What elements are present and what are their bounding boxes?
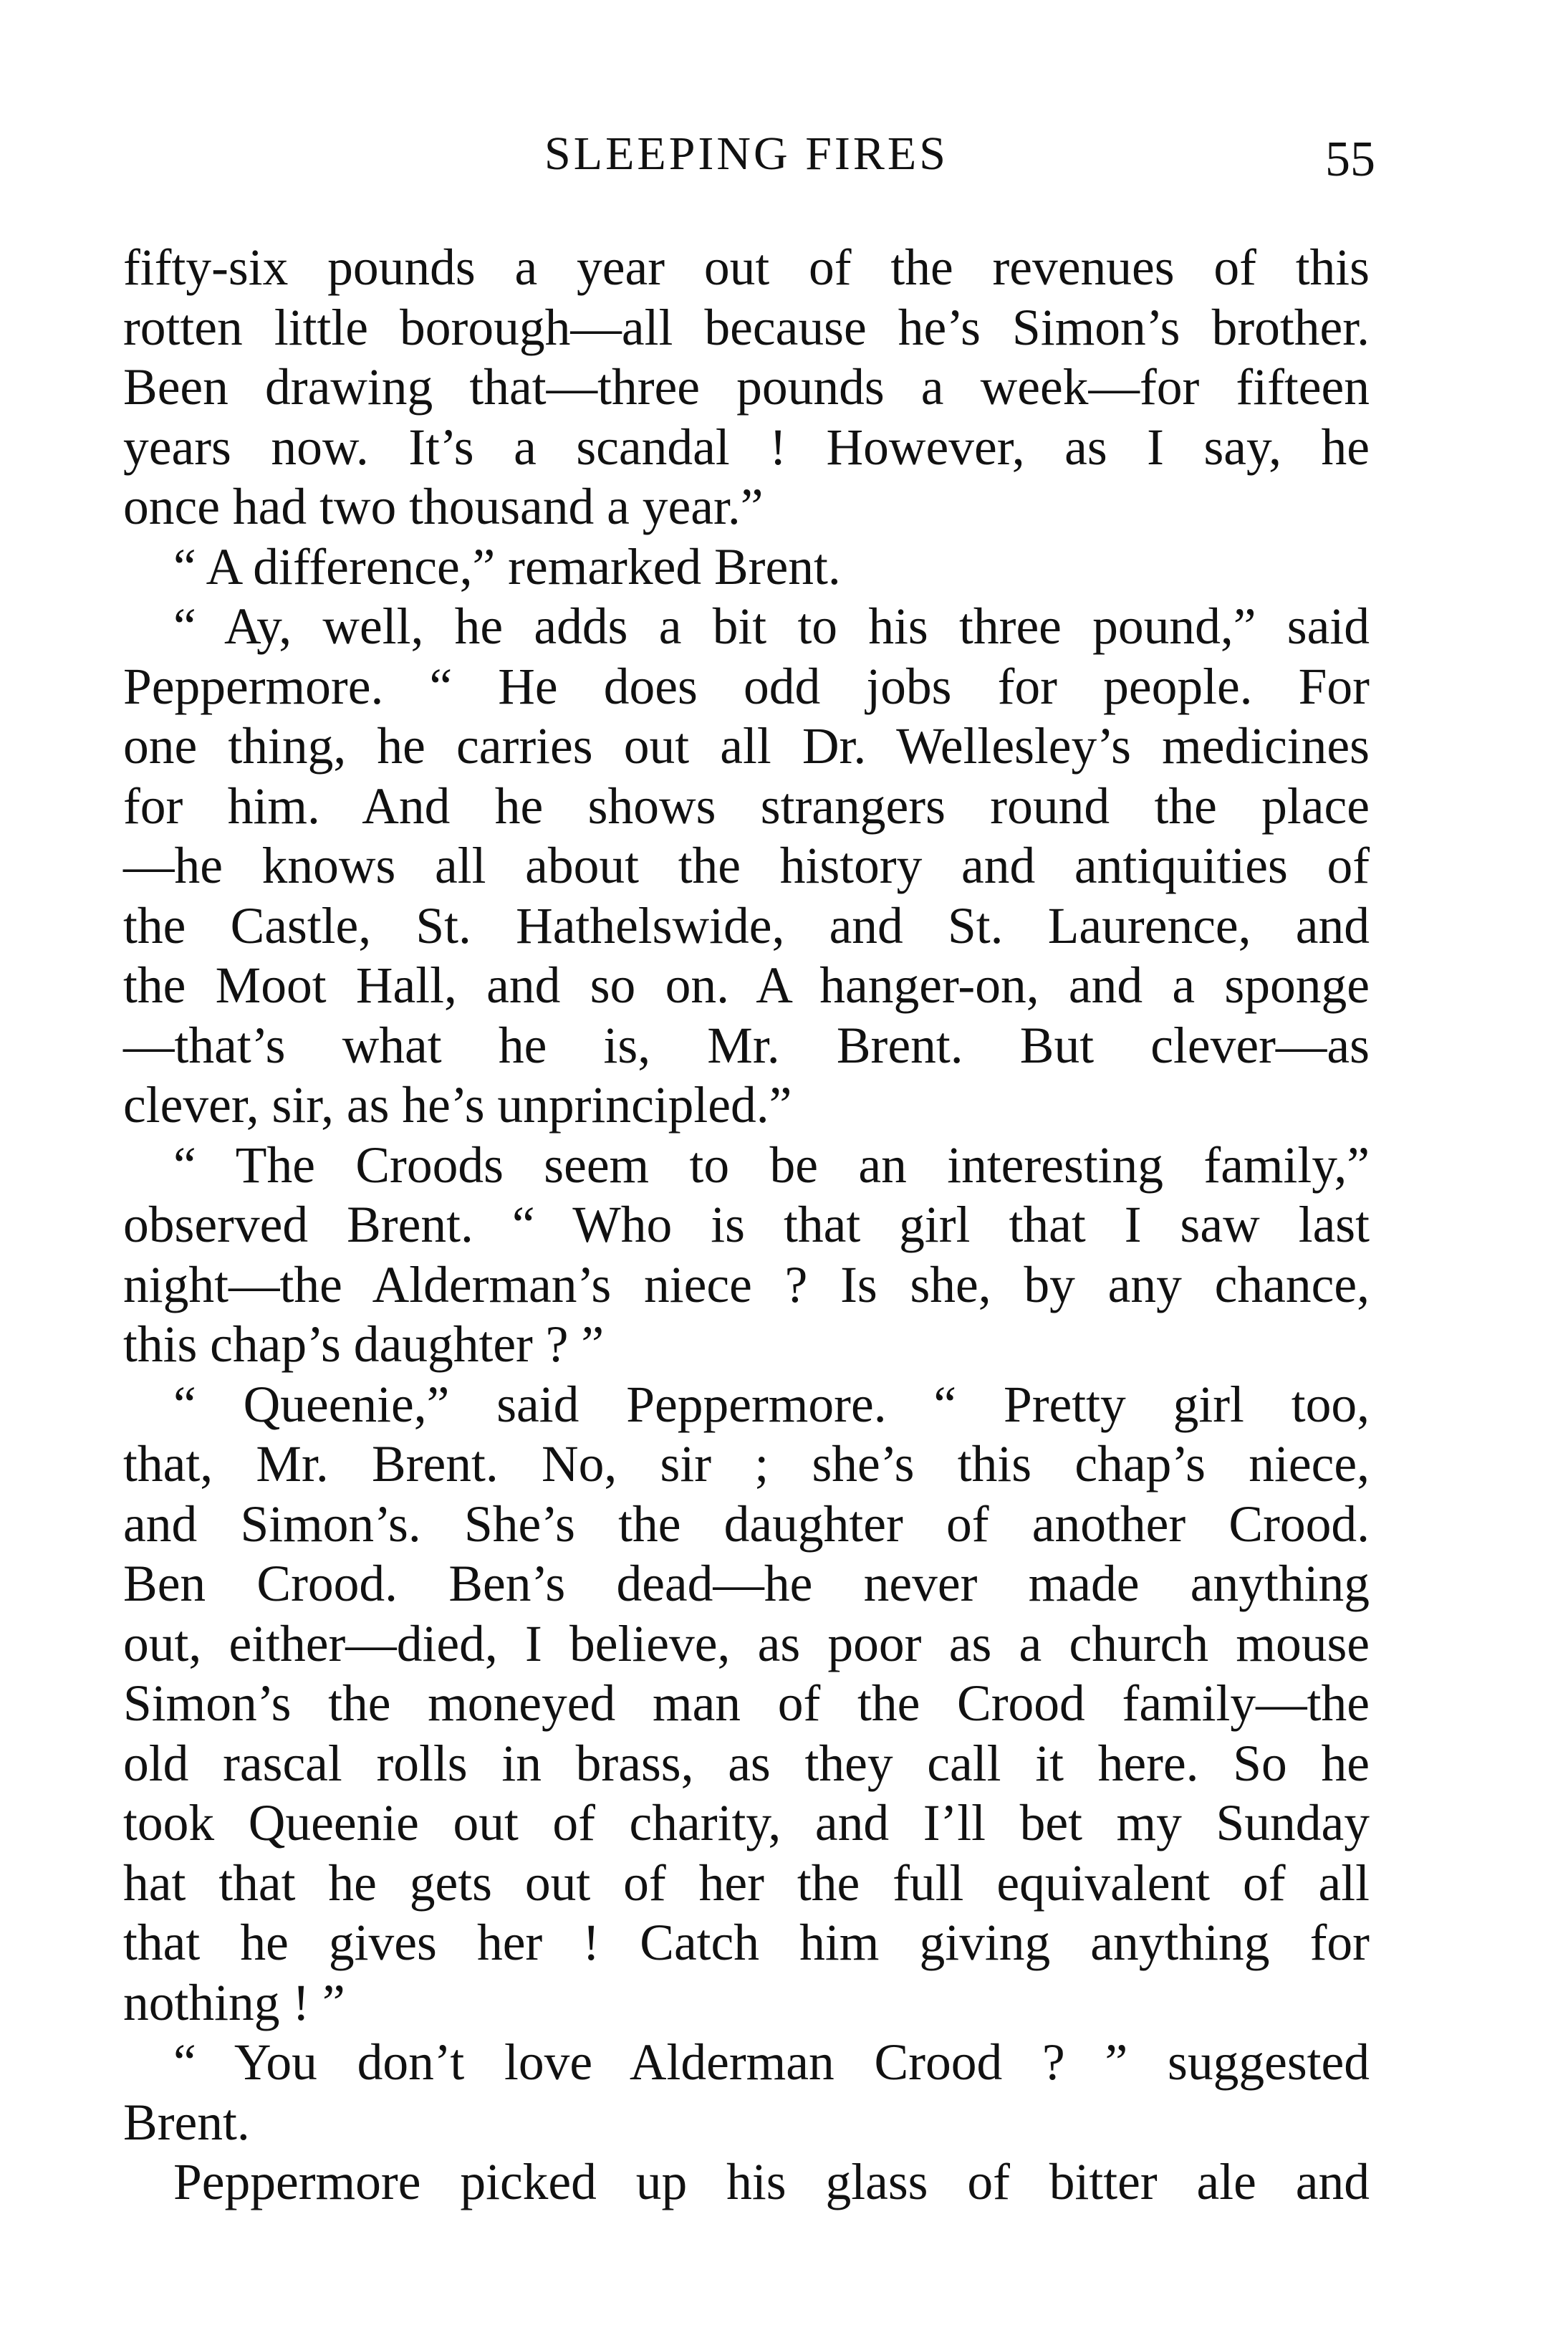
text-line: that, Mr. Brent. No, sir ; she’s this chap’s niece, [123,1436,1370,1492]
text-line: took Queenie out of charity, and I’ll bet my Sunday [123,1795,1370,1851]
text-line: out, either—died, I believe, as poor as a church mouse [123,1615,1370,1672]
text-line: night—the Alderman’s niece ? Is she, by any chance, [123,1256,1370,1313]
text-line: Simon’s the moneyed man of the Crood family—the [123,1675,1370,1732]
text-line: hat that he gets out of her the full equivalent of all [123,1854,1370,1912]
text-line: —that’s what he is, Mr. Brent. But clever—as [123,1017,1370,1074]
text-line: one thing, he carries out all Dr. Wellesley’s medicines [123,718,1370,775]
text-line: nothing ! ” [123,1974,345,2031]
text-line: and Simon’s. She’s the daughter of another Crood. [123,1495,1370,1553]
running-title: SLEEPING FIRES [544,128,948,180]
text-line: “ You don’t love Alderman Crood ? ” suggested [173,2034,1370,2091]
text-line: the Moot Hall, and so on. A hanger-on, and a sponge [123,957,1370,1014]
text-line: for him. And he shows strangers round the place [123,777,1370,835]
text-line: Been drawing that—three pounds a week—for fifteen [123,359,1370,416]
text-line: rotten little borough—all because he’s Simon’s brother. [123,299,1370,356]
text-line: years now. It’s a scandal ! However, as I say, he [123,418,1370,476]
text-line: observed Brent. “ Who is that girl that I saw last [123,1197,1370,1253]
text-line: Peppermore picked up his glass of bitter ale and [173,2154,1370,2210]
text-line: clever, sir, as he’s unprincipled.” [123,1077,792,1134]
text-line: “ Queenie,” said Peppermore. “ Pretty girl too, [173,1376,1370,1433]
text-line: once had two thousand a year.” [123,479,764,535]
text-line: “ A difference,” remarked Brent. [173,538,841,595]
text-line: fifty-six pounds a year out of the revenues of this [123,239,1370,296]
body-text [123,238,1370,2213]
page-number: 55 [1325,132,1375,187]
text-line: —he knows all about the history and antiquities of [123,838,1370,894]
text-line: Brent. [123,2094,250,2151]
text-line: this chap’s daughter ? ” [123,1316,605,1373]
text-line: “ The Croods seem to be an interesting family,” [173,1136,1370,1194]
text-line: the Castle, St. Hathelswide, and St. Laurence, and [123,897,1370,954]
text-line: “ Ay, well, he adds a bit to his three pound,” said [173,598,1370,655]
text-line: Ben Crood. Ben’s dead—he never made anything [123,1556,1370,1612]
text-line: Peppermore. “ He does odd jobs for people. For [123,658,1370,715]
text-line: that he gives her ! Catch him giving anything for [123,1915,1370,1971]
text-line: old rascal rolls in brass, as they call it here. So he [123,1735,1370,1792]
running-header [123,122,1375,187]
